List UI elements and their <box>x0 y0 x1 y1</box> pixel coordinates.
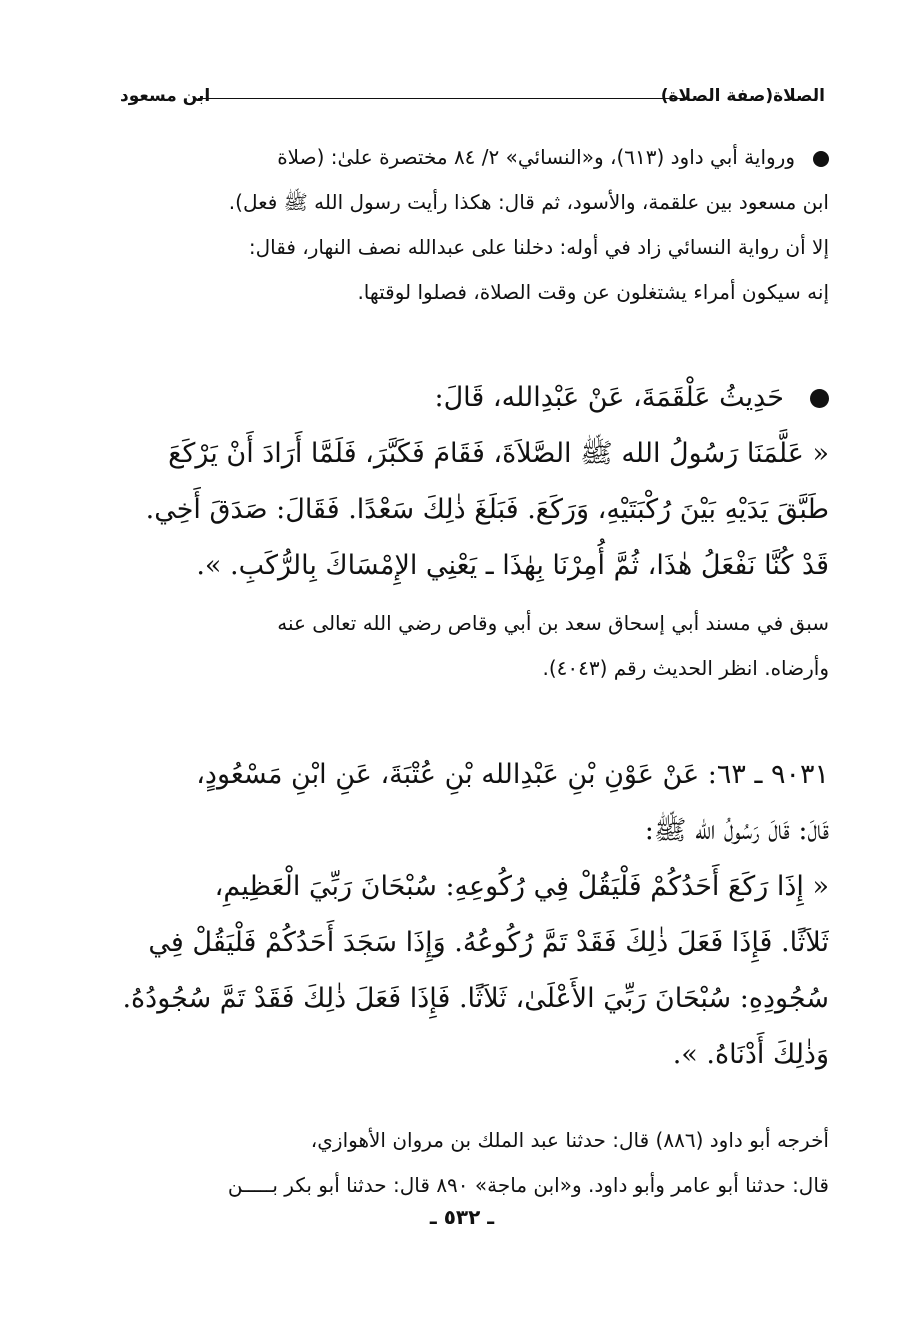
text-line: ابن مسعود بين علقمة، والأسود، ثم قال: هكذا رأيت رسول الله ﷺ فعل). <box>228 190 829 214</box>
text-line: أخرجه أبو داود (٨٨٦) قال: حدثنا عبد الملك بن مروان الأهوازي، <box>310 1128 829 1152</box>
hadith-text-line: ثَلاَثًا. فَإِذَا فَعَلَ ذٰلِكَ فَقَدْ تَمَّ رُكُوعُهُ. وَإِذَا سَجَدَ أَحَدُكُمْ فَلْيَقُلْ فِي <box>148 927 829 958</box>
takhrij-paragraph <box>89 1118 829 1208</box>
hadith-heading: ٩٠٣١ ـ ٦٣: عَنْ عَوْنِ بْنِ عَبْدِالله بْنِ عُتْبَةَ، عَنِ ابْنِ مَسْعُودٍ، <box>196 759 829 790</box>
header-section-title: الصلاة(صفة الصلاة) <box>660 86 825 106</box>
header-narrator: ابن مسعود <box>120 86 211 106</box>
hadith-text-line: « إِذَا رَكَعَ أَحَدُكُمْ فَلْيَقُلْ فِي رُكُوعِهِ: سُبْحَانَ رَبِّيَ الْعَظِيمِ، <box>214 871 829 902</box>
cross-reference-note <box>89 601 829 691</box>
hadith-text-line: طَبَّقَ يَدَيْهِ بَيْنَ رُكْبَتَيْهِ، وَرَكَعَ. فَبَلَغَ ذٰلِكَ سَعْدًا. فَقَالَ: صَدَقَ أَخِي. <box>145 494 829 525</box>
bullet-icon <box>810 389 829 408</box>
text-line: سبق في مسند أبي إسحاق سعد بن أبي وقاص رضي الله تعالى عنه <box>277 611 829 635</box>
text-line: إلا أن رواية النسائي زاد في أوله: دخلنا على عبدالله نصف النهار، فقال: <box>248 235 829 259</box>
text-line: إنه سيكون أمراء يشتغلون عن وقت الصلاة، فصلوا لوقتها. <box>357 280 829 304</box>
text-line: قال: حدثنا أبو عامر وأبو داود. و«ابن ماجة» ٨٩٠ قال: حدثنا أبو بكر بـــــن <box>227 1173 829 1197</box>
hadith-alqama <box>89 370 829 594</box>
running-header <box>120 86 825 116</box>
hadith-text-line: وَذٰلِكَ أَدْنَاهُ. ». <box>672 1039 829 1070</box>
hadith-text-line: « عَلَّمَنَا رَسُولُ الله ﷺ الصَّلاَةَ، فَقَامَ فَكَبَّرَ، فَلَمَّا أَرَادَ أَنْ يَرْكَعَ <box>168 438 829 469</box>
text-line: وأرضاه. انظر الحديث رقم (٤٠٤٣). <box>542 656 829 680</box>
text-line: ورواية أبي داود (٦١٣)، و«النسائي» ٢/ ٨٤ مختصرة علىٰ: (صلاة <box>89 135 829 180</box>
page-number: ـ ٥٣٢ ـ <box>429 1205 495 1229</box>
hadith-text-line: قَدْ كُنَّا نَفْعَلُ هٰذَا، ثُمَّ أُمِرْنَا بِهٰذَا ـ يَعْنِي الإِمْسَاكَ بِالرُّكَبِ. ». <box>196 550 829 581</box>
hadith-9031 <box>89 747 829 1083</box>
hadith-text-line: سُجُودِهِ: سُبْحَانَ رَبِّيَ الأَعْلَىٰ، ثَلاَثًا. فَإِذَا فَعَلَ ذٰلِكَ فَقَدْ تَمَّ سُجُودُهُ. <box>122 983 829 1014</box>
bullet-icon <box>813 151 829 167</box>
commentary-paragraph-1 <box>89 135 829 315</box>
header-rule <box>198 98 685 99</box>
hadith-text-line: قَالَ: قَالَ رَسُولُ الله ﷺ: <box>644 815 829 846</box>
hadith-heading: حَدِيثُ عَلْقَمَةَ، عَنْ عَبْدِالله، قَالَ: <box>89 370 829 426</box>
